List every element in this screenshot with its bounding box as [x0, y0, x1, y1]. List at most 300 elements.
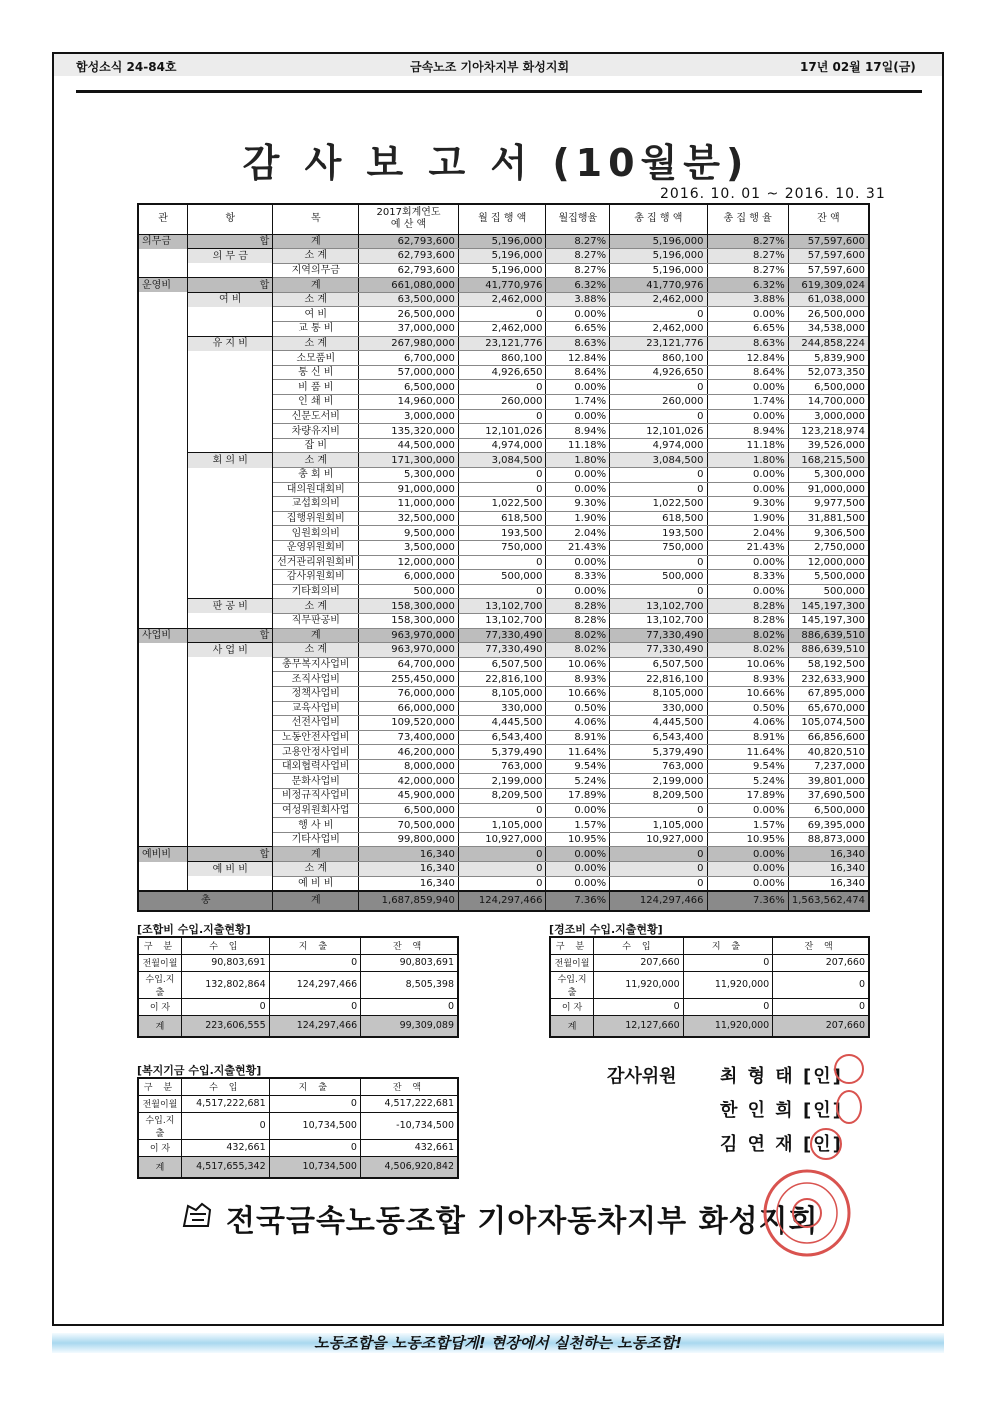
- value-cell: 5,196,000: [458, 249, 546, 264]
- gwan-cell: 예비비: [138, 847, 188, 862]
- value-cell: 0.00%: [546, 409, 610, 424]
- value-cell: 4,926,650: [610, 365, 707, 380]
- hang-cell: 합: [188, 278, 273, 293]
- gwan-cell: [138, 730, 188, 745]
- value-cell: 3.88%: [707, 292, 788, 307]
- table-row: [138, 643, 869, 658]
- value-cell: 62,793,600: [359, 263, 459, 278]
- value-cell: 0.50%: [707, 701, 788, 716]
- hang-cell: [188, 395, 273, 410]
- org-header: 금속노조 기아차지부 화성지회: [410, 60, 570, 74]
- gwan-cell: [138, 570, 188, 585]
- value-cell: 6,500,000: [788, 803, 869, 818]
- value-cell: 0: [458, 409, 546, 424]
- mok-cell: 소 계: [273, 249, 359, 264]
- value-cell: 2.04%: [546, 526, 610, 541]
- value-cell: 2,462,000: [610, 322, 707, 337]
- table-row: [138, 701, 869, 716]
- value-cell: 44,500,000: [359, 438, 459, 453]
- column-header: 2017회계연도 예 산 액: [359, 204, 459, 234]
- value-cell: 4,517,655,342: [181, 1156, 269, 1178]
- table-row: [138, 468, 869, 483]
- total-value: 124,297,466: [610, 891, 707, 911]
- value-cell: 207,660: [773, 1015, 869, 1037]
- mok-cell: 기타회의비: [273, 584, 359, 599]
- value-cell: 3,084,500: [458, 453, 546, 468]
- value-cell: 22,816,100: [458, 672, 546, 687]
- mok-cell: 감사위원회비: [273, 570, 359, 585]
- value-cell: 0.00%: [546, 307, 610, 322]
- table-row: [138, 657, 869, 672]
- value-cell: 6,543,400: [458, 730, 546, 745]
- table-row: [138, 1095, 458, 1112]
- hang-cell: [188, 832, 273, 847]
- table-row: [138, 818, 869, 833]
- value-cell: 2,199,000: [458, 774, 546, 789]
- value-cell: 5,500,000: [788, 570, 869, 585]
- gwan-cell: [138, 745, 188, 760]
- value-cell: 8,209,500: [610, 789, 707, 804]
- value-cell: 0: [269, 954, 361, 971]
- value-cell: 0: [610, 380, 707, 395]
- value-cell: 618,500: [458, 511, 546, 526]
- hang-cell: [188, 482, 273, 497]
- value-cell: 5,196,000: [610, 263, 707, 278]
- seal-stamp: [834, 1054, 864, 1084]
- table-row: [138, 803, 869, 818]
- value-cell: 105,074,500: [788, 716, 869, 731]
- value-cell: 500,000: [788, 584, 869, 599]
- value-cell: 0: [269, 998, 361, 1015]
- value-cell: 39,801,000: [788, 774, 869, 789]
- gwan-cell: [138, 351, 188, 366]
- value-cell: 73,400,000: [359, 730, 459, 745]
- value-cell: 10.66%: [707, 686, 788, 701]
- value-cell: 5,379,490: [610, 745, 707, 760]
- hang-cell: 판 공 비: [188, 599, 273, 614]
- table-row: [138, 453, 869, 468]
- value-cell: 9,977,500: [788, 497, 869, 512]
- row-label: 수입.지출: [138, 971, 182, 998]
- value-cell: 88,873,000: [788, 832, 869, 847]
- value-cell: 750,000: [610, 540, 707, 555]
- value-cell: 23,121,776: [458, 336, 546, 351]
- mok-cell: 예 비 비: [273, 876, 359, 891]
- value-cell: 5,196,000: [458, 234, 546, 249]
- gwan-cell: [138, 336, 188, 351]
- value-cell: 4,445,500: [458, 716, 546, 731]
- value-cell: 2,750,000: [788, 540, 869, 555]
- gwan-cell: [138, 584, 188, 599]
- auditor-name: 최 형 태 [인]: [720, 1066, 843, 1087]
- value-cell: 11,920,000: [594, 971, 684, 998]
- total-row: [138, 891, 869, 911]
- value-cell: 109,520,000: [359, 716, 459, 731]
- hang-cell: [188, 716, 273, 731]
- condolence-table-title: [경조비 수입.지출현황]: [549, 923, 663, 936]
- value-cell: 750,000: [458, 540, 546, 555]
- value-cell: 13,102,700: [458, 599, 546, 614]
- value-cell: 8.93%: [546, 672, 610, 687]
- table-row: [138, 876, 869, 891]
- hang-cell: 합: [188, 234, 273, 249]
- value-cell: 0: [458, 468, 546, 483]
- hang-cell: [188, 351, 273, 366]
- column-header: 총 집 행 액: [610, 204, 707, 234]
- value-cell: 432,661: [181, 1139, 269, 1156]
- value-cell: 0.00%: [707, 307, 788, 322]
- column-header: 월 집 행 액: [458, 204, 546, 234]
- hang-cell: [188, 555, 273, 570]
- value-cell: 8.64%: [546, 365, 610, 380]
- value-cell: 6,000,000: [359, 570, 459, 585]
- value-cell: 8.94%: [546, 424, 610, 439]
- table-row: [138, 862, 869, 877]
- value-cell: 22,816,100: [610, 672, 707, 687]
- value-cell: 9.30%: [546, 497, 610, 512]
- gwan-cell: [138, 307, 188, 322]
- mok-cell: 정책사업비: [273, 686, 359, 701]
- value-cell: 12.84%: [546, 351, 610, 366]
- value-cell: 21.43%: [707, 540, 788, 555]
- value-cell: 16,340: [788, 862, 869, 877]
- mok-cell: 교 통 비: [273, 322, 359, 337]
- hang-cell: [188, 526, 273, 541]
- value-cell: 886,639,510: [788, 628, 869, 643]
- value-cell: 17.89%: [707, 789, 788, 804]
- gwan-cell: [138, 789, 188, 804]
- value-cell: 0: [458, 862, 546, 877]
- value-cell: 232,633,900: [788, 672, 869, 687]
- value-cell: 432,661: [360, 1139, 458, 1156]
- auditor-label: 감사위원: [607, 1066, 677, 1087]
- table-row: [138, 832, 869, 847]
- auditor-name: 한 인 희 [인]: [720, 1100, 843, 1121]
- value-cell: 2.04%: [707, 526, 788, 541]
- value-cell: 4,974,000: [610, 438, 707, 453]
- hang-cell: [188, 803, 273, 818]
- total-value: 124,297,466: [458, 891, 546, 911]
- mok-cell: 소 계: [273, 453, 359, 468]
- value-cell: 0.00%: [546, 482, 610, 497]
- value-cell: 40,820,510: [788, 745, 869, 760]
- hang-cell: [188, 438, 273, 453]
- value-cell: 23,121,776: [610, 336, 707, 351]
- value-cell: 6,500,000: [788, 380, 869, 395]
- mok-cell: 계: [273, 278, 359, 293]
- mok-cell: 계: [273, 628, 359, 643]
- value-cell: 8.93%: [707, 672, 788, 687]
- hang-cell: 유 지 비: [188, 336, 273, 351]
- mok-cell: 직무판공비: [273, 613, 359, 628]
- value-cell: 52,073,350: [788, 365, 869, 380]
- mok-cell: 선거관리위원회비: [273, 555, 359, 570]
- value-cell: 0: [458, 555, 546, 570]
- value-cell: 37,690,500: [788, 789, 869, 804]
- value-cell: 6,507,500: [458, 657, 546, 672]
- value-cell: 12,000,000: [359, 555, 459, 570]
- value-cell: 63,500,000: [359, 292, 459, 307]
- column-header: 목: [273, 204, 359, 234]
- value-cell: 11,000,000: [359, 497, 459, 512]
- gwan-cell: [138, 249, 188, 264]
- value-cell: 61,038,000: [788, 292, 869, 307]
- table-row: [138, 438, 869, 453]
- value-cell: 8.27%: [707, 263, 788, 278]
- gwan-cell: [138, 468, 188, 483]
- condolence-table: [549, 936, 870, 1038]
- value-cell: 0: [458, 847, 546, 862]
- gwan-cell: [138, 292, 188, 307]
- value-cell: 12,101,026: [610, 424, 707, 439]
- hang-cell: [188, 701, 273, 716]
- value-cell: 1.57%: [707, 818, 788, 833]
- value-cell: 76,000,000: [359, 686, 459, 701]
- value-cell: 3,084,500: [610, 453, 707, 468]
- gwan-cell: [138, 643, 188, 658]
- value-cell: 0: [594, 998, 684, 1015]
- value-cell: 8,209,500: [458, 789, 546, 804]
- value-cell: 0: [269, 1139, 360, 1156]
- value-cell: 11.18%: [707, 438, 788, 453]
- mok-cell: 인 쇄 비: [273, 395, 359, 410]
- value-cell: 65,670,000: [788, 701, 869, 716]
- issue-date: 17년 02월 17일(금): [800, 60, 916, 74]
- value-cell: 255,450,000: [359, 672, 459, 687]
- column-header: 구 분: [138, 1078, 181, 1095]
- value-cell: 0.00%: [707, 555, 788, 570]
- hang-cell: [188, 876, 273, 891]
- value-cell: 963,970,000: [359, 643, 459, 658]
- column-header: 구 분: [138, 937, 182, 954]
- value-cell: 1,105,000: [458, 818, 546, 833]
- value-cell: 45,900,000: [359, 789, 459, 804]
- value-cell: 16,340: [359, 862, 459, 877]
- value-cell: 0.00%: [546, 555, 610, 570]
- value-cell: 8.27%: [707, 234, 788, 249]
- value-cell: 3,000,000: [359, 409, 459, 424]
- value-cell: 5,379,490: [458, 745, 546, 760]
- table-row: [138, 584, 869, 599]
- mok-cell: 총 회 비: [273, 468, 359, 483]
- hang-cell: [188, 263, 273, 278]
- hang-cell: [188, 497, 273, 512]
- gwan-cell: [138, 657, 188, 672]
- value-cell: 6.32%: [707, 278, 788, 293]
- table-row: [138, 395, 869, 410]
- value-cell: 64,700,000: [359, 657, 459, 672]
- gwan-cell: [138, 526, 188, 541]
- table-row: [138, 745, 869, 760]
- value-cell: 57,597,600: [788, 234, 869, 249]
- table-row: [138, 511, 869, 526]
- gwan-cell: [138, 365, 188, 380]
- value-cell: 6.65%: [707, 322, 788, 337]
- value-cell: 0: [458, 482, 546, 497]
- hang-cell: [188, 613, 273, 628]
- value-cell: 0.00%: [707, 803, 788, 818]
- column-header: 수 입: [182, 937, 270, 954]
- value-cell: 207,660: [773, 954, 869, 971]
- value-cell: 886,639,510: [788, 643, 869, 658]
- union-name: 전국금속노동조합 기아자동차지부 화성지회: [226, 1204, 819, 1239]
- value-cell: 12.84%: [707, 351, 788, 366]
- table-row: [138, 365, 869, 380]
- value-cell: 8,000,000: [359, 759, 459, 774]
- newsletter-header: [54, 54, 942, 76]
- table-row: [138, 599, 869, 614]
- row-label: 계: [550, 1015, 594, 1037]
- column-header: 잔 액: [788, 204, 869, 234]
- mok-cell: 소 계: [273, 292, 359, 307]
- value-cell: 244,858,224: [788, 336, 869, 351]
- value-cell: 8,505,398: [361, 971, 458, 998]
- value-cell: 91,000,000: [788, 482, 869, 497]
- value-cell: 168,215,500: [788, 453, 869, 468]
- value-cell: 500,000: [610, 570, 707, 585]
- table-row: [138, 954, 458, 971]
- value-cell: 124,297,466: [269, 1015, 361, 1037]
- value-cell: 16,340: [359, 847, 459, 862]
- mok-cell: 소 계: [273, 336, 359, 351]
- official-seal-icon: [762, 1168, 852, 1258]
- table-row: [138, 322, 869, 337]
- issue-number: 함성소식 24-84호: [76, 60, 177, 74]
- value-cell: 8.02%: [546, 643, 610, 658]
- dues-table: [137, 936, 459, 1038]
- value-cell: 0.00%: [546, 584, 610, 599]
- audit-table: [137, 203, 870, 912]
- table-row: [138, 526, 869, 541]
- row-label: 수입.지출: [138, 1112, 181, 1139]
- gwan-cell: [138, 380, 188, 395]
- column-header: 구 분: [550, 937, 594, 954]
- table-row: [138, 1112, 458, 1139]
- seal-stamp: [836, 1090, 862, 1124]
- value-cell: 9.54%: [707, 759, 788, 774]
- mok-cell: 비정규직사업비: [273, 789, 359, 804]
- value-cell: 0: [610, 876, 707, 891]
- gwan-cell: [138, 453, 188, 468]
- value-cell: 0: [610, 482, 707, 497]
- row-label: 계: [138, 1015, 182, 1037]
- value-cell: 0.50%: [546, 701, 610, 716]
- value-cell: 4.06%: [546, 716, 610, 731]
- small-table-header: [138, 1078, 458, 1095]
- value-cell: 1.74%: [707, 395, 788, 410]
- table-row: [138, 336, 869, 351]
- column-header: 지 출: [269, 1078, 360, 1095]
- table-row: [138, 730, 869, 745]
- table-row: [138, 686, 869, 701]
- value-cell: 0.00%: [546, 803, 610, 818]
- value-cell: 6.65%: [546, 322, 610, 337]
- value-cell: 3,000,000: [788, 409, 869, 424]
- value-cell: 62,793,600: [359, 234, 459, 249]
- hang-cell: [188, 818, 273, 833]
- value-cell: 34,538,000: [788, 322, 869, 337]
- table-row: [138, 628, 869, 643]
- value-cell: 158,300,000: [359, 613, 459, 628]
- value-cell: 0.00%: [707, 380, 788, 395]
- hang-cell: 예 비 비: [188, 862, 273, 877]
- value-cell: 1.57%: [546, 818, 610, 833]
- value-cell: 4,517,222,681: [360, 1095, 458, 1112]
- value-cell: 17.89%: [546, 789, 610, 804]
- hang-cell: [188, 584, 273, 599]
- value-cell: 1,022,500: [610, 497, 707, 512]
- value-cell: 12,000,000: [788, 555, 869, 570]
- value-cell: 5,300,000: [788, 468, 869, 483]
- row-label: 전월이월: [138, 954, 182, 971]
- gwan-cell: [138, 832, 188, 847]
- value-cell: 124,297,466: [269, 971, 361, 998]
- value-cell: 5,196,000: [458, 263, 546, 278]
- column-header: 지 출: [683, 937, 773, 954]
- value-cell: 6,507,500: [610, 657, 707, 672]
- value-cell: 12,127,660: [594, 1015, 684, 1037]
- value-cell: 16,340: [788, 847, 869, 862]
- value-cell: 618,500: [610, 511, 707, 526]
- mok-cell: 대외협력사업비: [273, 759, 359, 774]
- total-value: 7.36%: [546, 891, 610, 911]
- table-row: [138, 292, 869, 307]
- mok-cell: 기타사업비: [273, 832, 359, 847]
- value-cell: 70,500,000: [359, 818, 459, 833]
- column-header: 총 집 행 율: [707, 204, 788, 234]
- value-cell: 4,517,222,681: [181, 1095, 269, 1112]
- total-value: 7.36%: [707, 891, 788, 911]
- mok-cell: 차량유지비: [273, 424, 359, 439]
- value-cell: 4,926,650: [458, 365, 546, 380]
- value-cell: 0.00%: [707, 468, 788, 483]
- mok-cell: 소 계: [273, 599, 359, 614]
- union-logo-icon: [180, 1200, 216, 1230]
- value-cell: 8.28%: [546, 599, 610, 614]
- value-cell: 90,803,691: [361, 954, 458, 971]
- value-cell: 8.02%: [707, 643, 788, 658]
- value-cell: 10,734,500: [269, 1112, 360, 1139]
- value-cell: 1.90%: [707, 511, 788, 526]
- value-cell: 5,196,000: [610, 234, 707, 249]
- gwan-cell: [138, 716, 188, 731]
- value-cell: 16,340: [788, 876, 869, 891]
- value-cell: 8.27%: [707, 249, 788, 264]
- hang-cell: [188, 468, 273, 483]
- hang-cell: 회 의 비: [188, 453, 273, 468]
- value-cell: 10.06%: [546, 657, 610, 672]
- table-row: [138, 540, 869, 555]
- value-cell: 135,320,000: [359, 424, 459, 439]
- gwan-cell: 운영비: [138, 278, 188, 293]
- mok-cell: 소모품비: [273, 351, 359, 366]
- value-cell: 8.27%: [546, 249, 610, 264]
- value-cell: 2,462,000: [610, 292, 707, 307]
- value-cell: 32,500,000: [359, 511, 459, 526]
- value-cell: 207,660: [594, 954, 684, 971]
- value-cell: 10.95%: [707, 832, 788, 847]
- column-header: 항: [188, 204, 273, 234]
- value-cell: 5,196,000: [610, 249, 707, 264]
- total-label: 총: [138, 891, 273, 911]
- value-cell: 8.33%: [707, 570, 788, 585]
- value-cell: 58,192,500: [788, 657, 869, 672]
- value-cell: 57,597,600: [788, 263, 869, 278]
- value-cell: 0.00%: [707, 876, 788, 891]
- value-cell: 145,197,300: [788, 599, 869, 614]
- value-cell: 5,839,900: [788, 351, 869, 366]
- value-cell: 8.64%: [707, 365, 788, 380]
